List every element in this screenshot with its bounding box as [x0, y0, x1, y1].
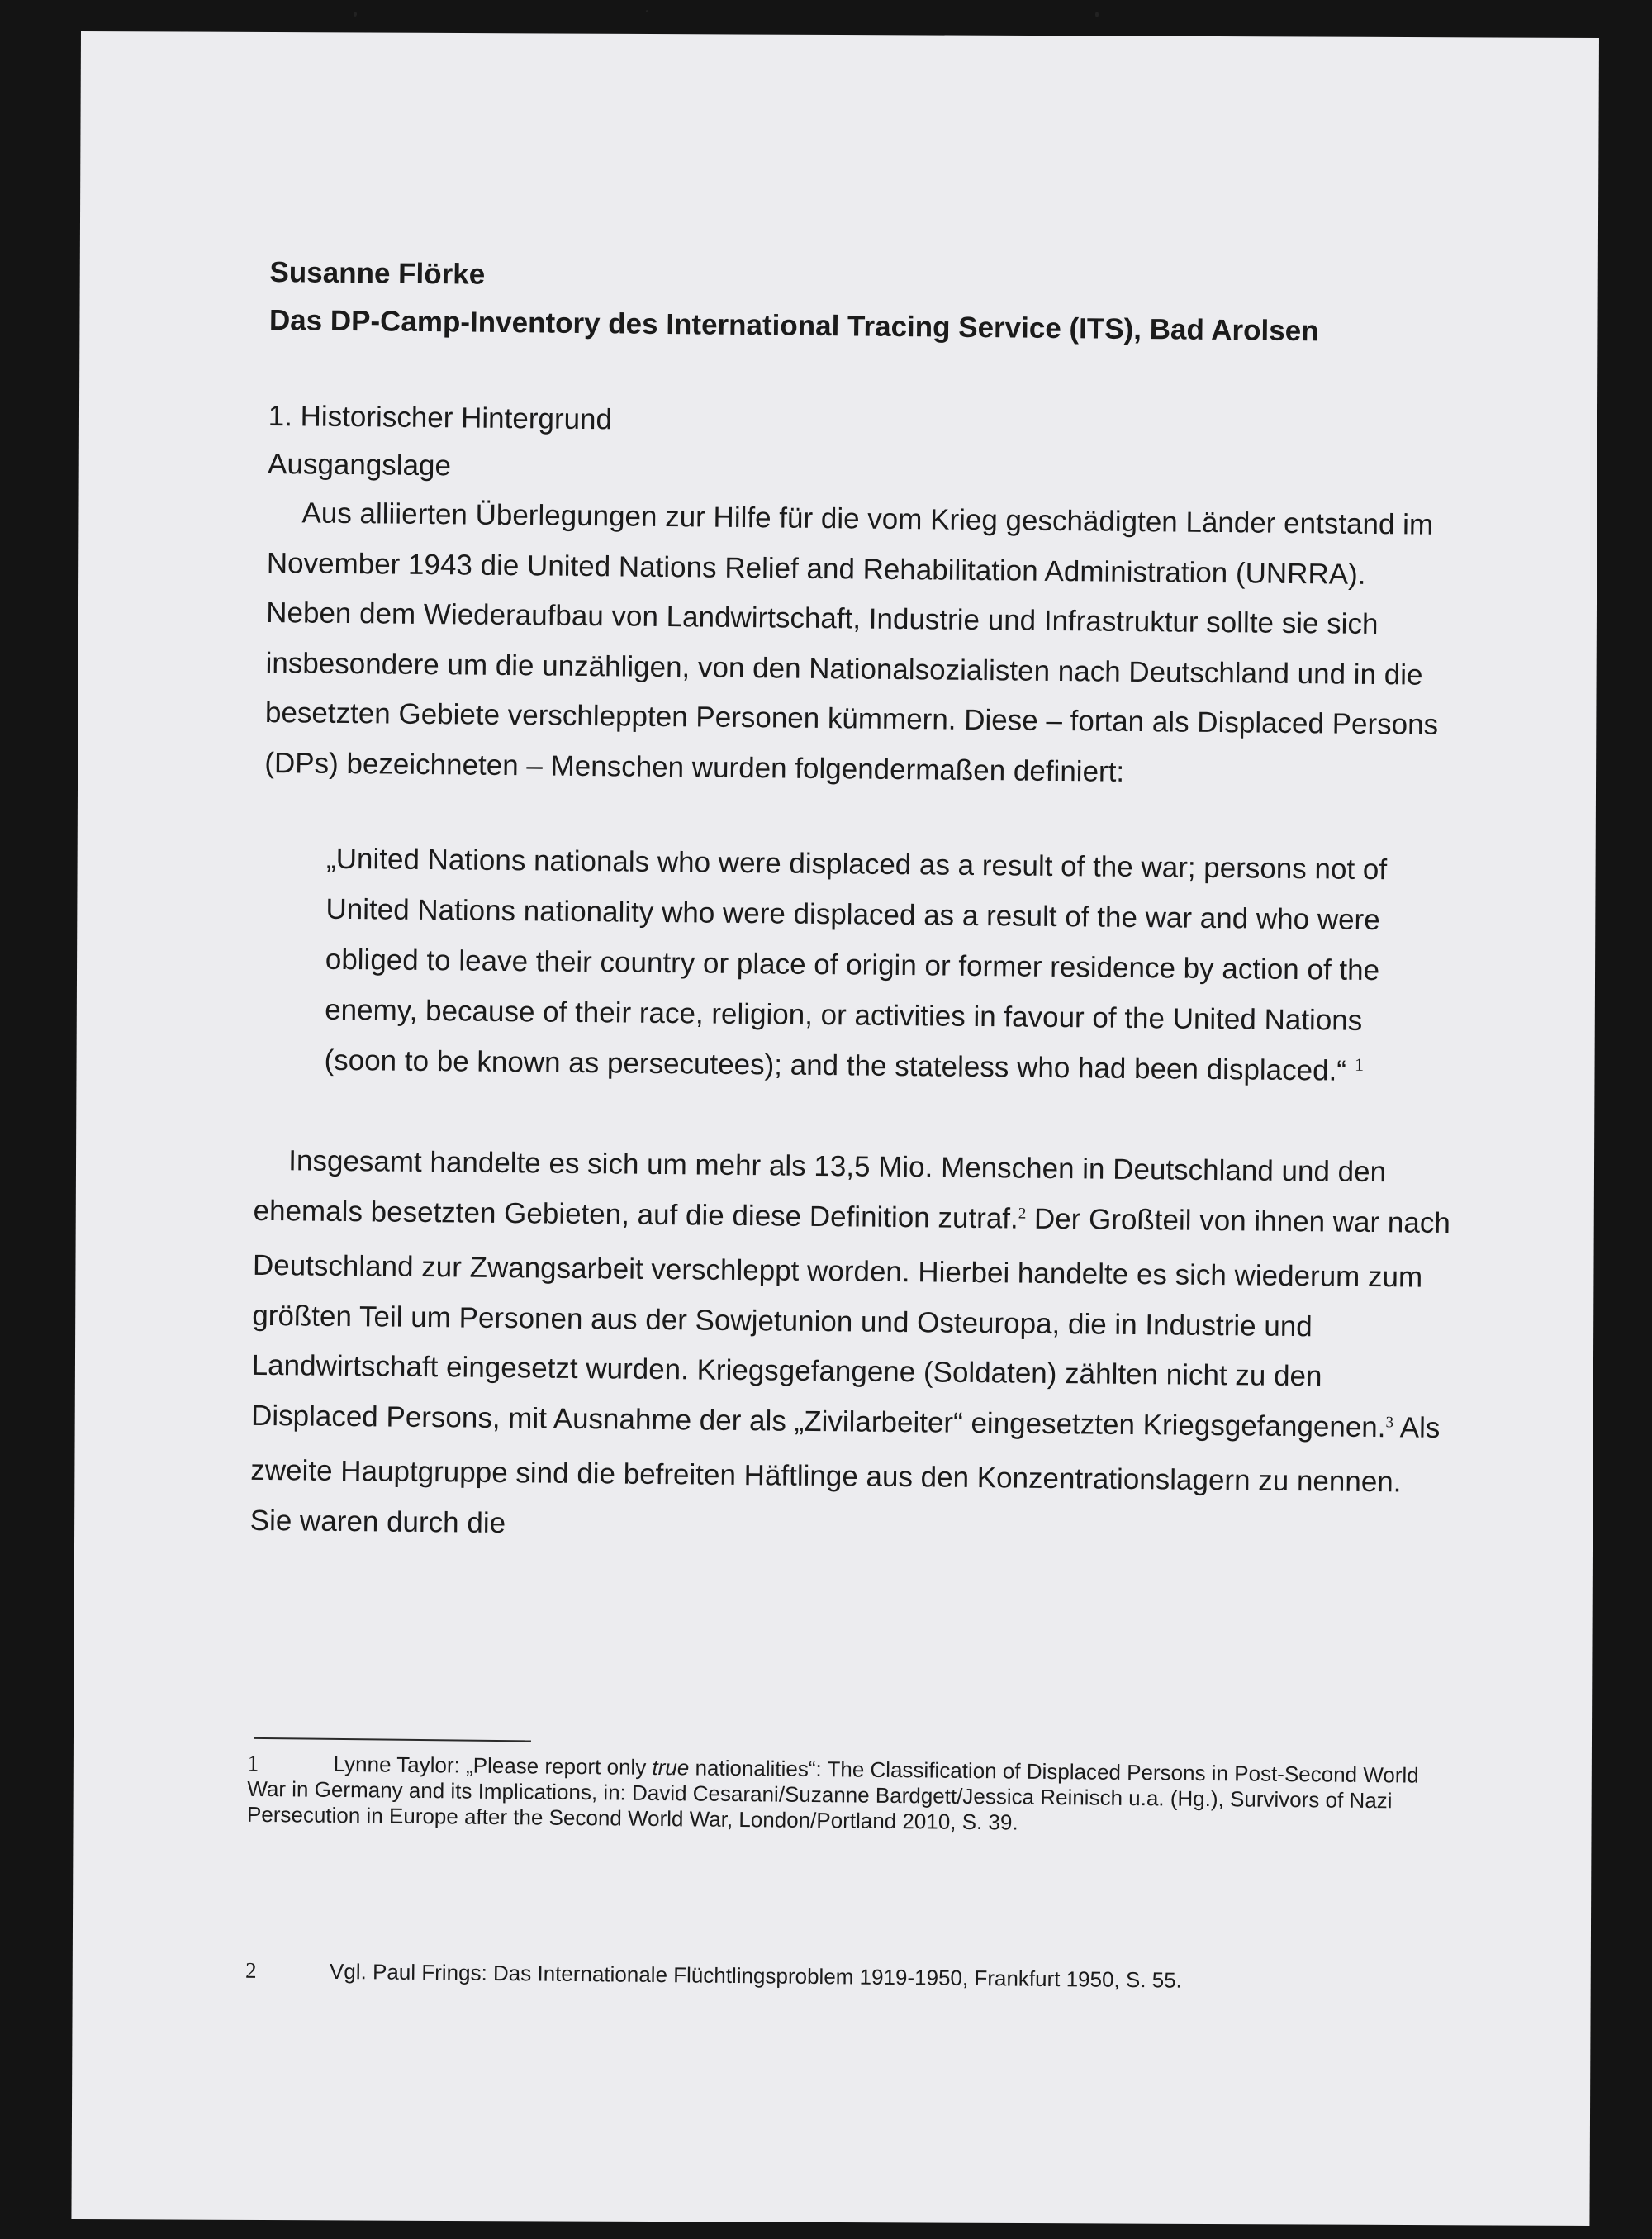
footnote-2-text: Vgl. Paul Frings: Das Internationale Flüchtlingsproblem 1919-1950, Frankfurt 1950, S. 55.: [329, 1958, 1183, 1993]
paragraph-main-text-3: Als zweite Hauptgruppe sind die befreiten Häftlinge aus den Konzentrationslagern zu nennen. Sie waren durch die: [249, 1410, 1441, 1539]
block-quote: [324, 834, 1417, 1100]
paragraph-main-text-2: Der Großteil von ihnen war nach Deutschland zur Zwangsarbeit verschleppt worden. Hierbei handelte es sich wiederum zum größten Teil um Personen aus der Sowjetunion und Osteuropa, die in Industrie und Landwirtschaft eingesetzt wurden. Kriegsgefangene (Soldaten) zählten nicht zu den Displaced Persons, mit Ausnahme der als „Zivilarbeiter“ eingesetzten Kriegsgefangenen.: [250, 1202, 1450, 1443]
scan-speck: [354, 12, 357, 17]
paragraph-intro-text: Aus alliierten Überlegungen zur Hilfe für die vom Krieg geschädigten Länder entstand im November 1943 die United Nations Relief and Rehabilitation Administration (UNRRA). Neben dem Wiederaufbau von Landwirtschaft, Industrie und Infrastruktur sollte sie sich insbesondere um die unzähligen, von den Nationalsozialisten nach Deutschland und in die besetzten Gebiete verschleppten Personen kümmern. Diese – fortan als Displaced Persons (DPs) bezeichneten – Menschen wurden folgendermaßen definiert:: [264, 497, 1439, 788]
footnote-1-number: 1: [247, 1750, 259, 1776]
paragraph-main-text-1: Insgesamt handelte es sich um mehr als 13,5 Mio. Menschen in Deutschland und den ehemals besetzten Gebieten, auf die diese Definition zutraf.: [253, 1144, 1387, 1235]
scanned-page: [71, 31, 1599, 2226]
footnote-1-italic: true: [652, 1754, 690, 1780]
block-quote-text: „United Nations nationals who were displaced as a result of the war; persons not of United Nations nationality who were displaced as a result of the war and who were obliged to leave their country or place of origin or former residence by action of the enemy, because of their race, religion, or activities in favour of the United Nations (soon to be known as persecutees); and the stateless who had been displaced.“: [324, 842, 1388, 1087]
footnote-1-text-part-2: nationalities“: The Classification of Displaced Persons in Post-Second World War in Germany and its Implications, in: David Cesarani/Suzanne Bardgett/Jessica Reinisch u.a. (Hg.), Survivors of Nazi Persecution in Europe after the Second World War, London/Portland 2010, S. 39.: [246, 1755, 1419, 1835]
footnote-1-text-part-1: Lynne Taylor: „Please report only: [333, 1751, 653, 1780]
footnote-2-number: 2: [244, 1957, 257, 1983]
paragraph-main: [249, 1136, 1451, 1558]
subheading: Ausgangslage: [267, 447, 452, 483]
footnote-2: [245, 1958, 1441, 1996]
document-body: [244, 249, 1459, 1993]
footnote-1: [247, 1751, 1444, 1840]
footnote-ref-2[interactable]: 2: [1018, 1205, 1027, 1223]
scan-speck: [1095, 12, 1099, 17]
footnote-ref-3[interactable]: 3: [1385, 1413, 1394, 1431]
paragraph-intro: [264, 488, 1457, 801]
scan-speck: [646, 10, 648, 12]
document-title: Das DP-Camp-Inventory des International Tracing Service (ITS), Bad Arolsen: [268, 303, 1319, 348]
footnote-ref-1[interactable]: 1: [1354, 1053, 1365, 1075]
section-heading: 1. Historischer Hintergrund: [268, 399, 613, 436]
footnote-divider: [254, 1737, 531, 1742]
author-name: Susanne Flörke: [269, 256, 486, 291]
footnote-1-text: [247, 1751, 1444, 1840]
